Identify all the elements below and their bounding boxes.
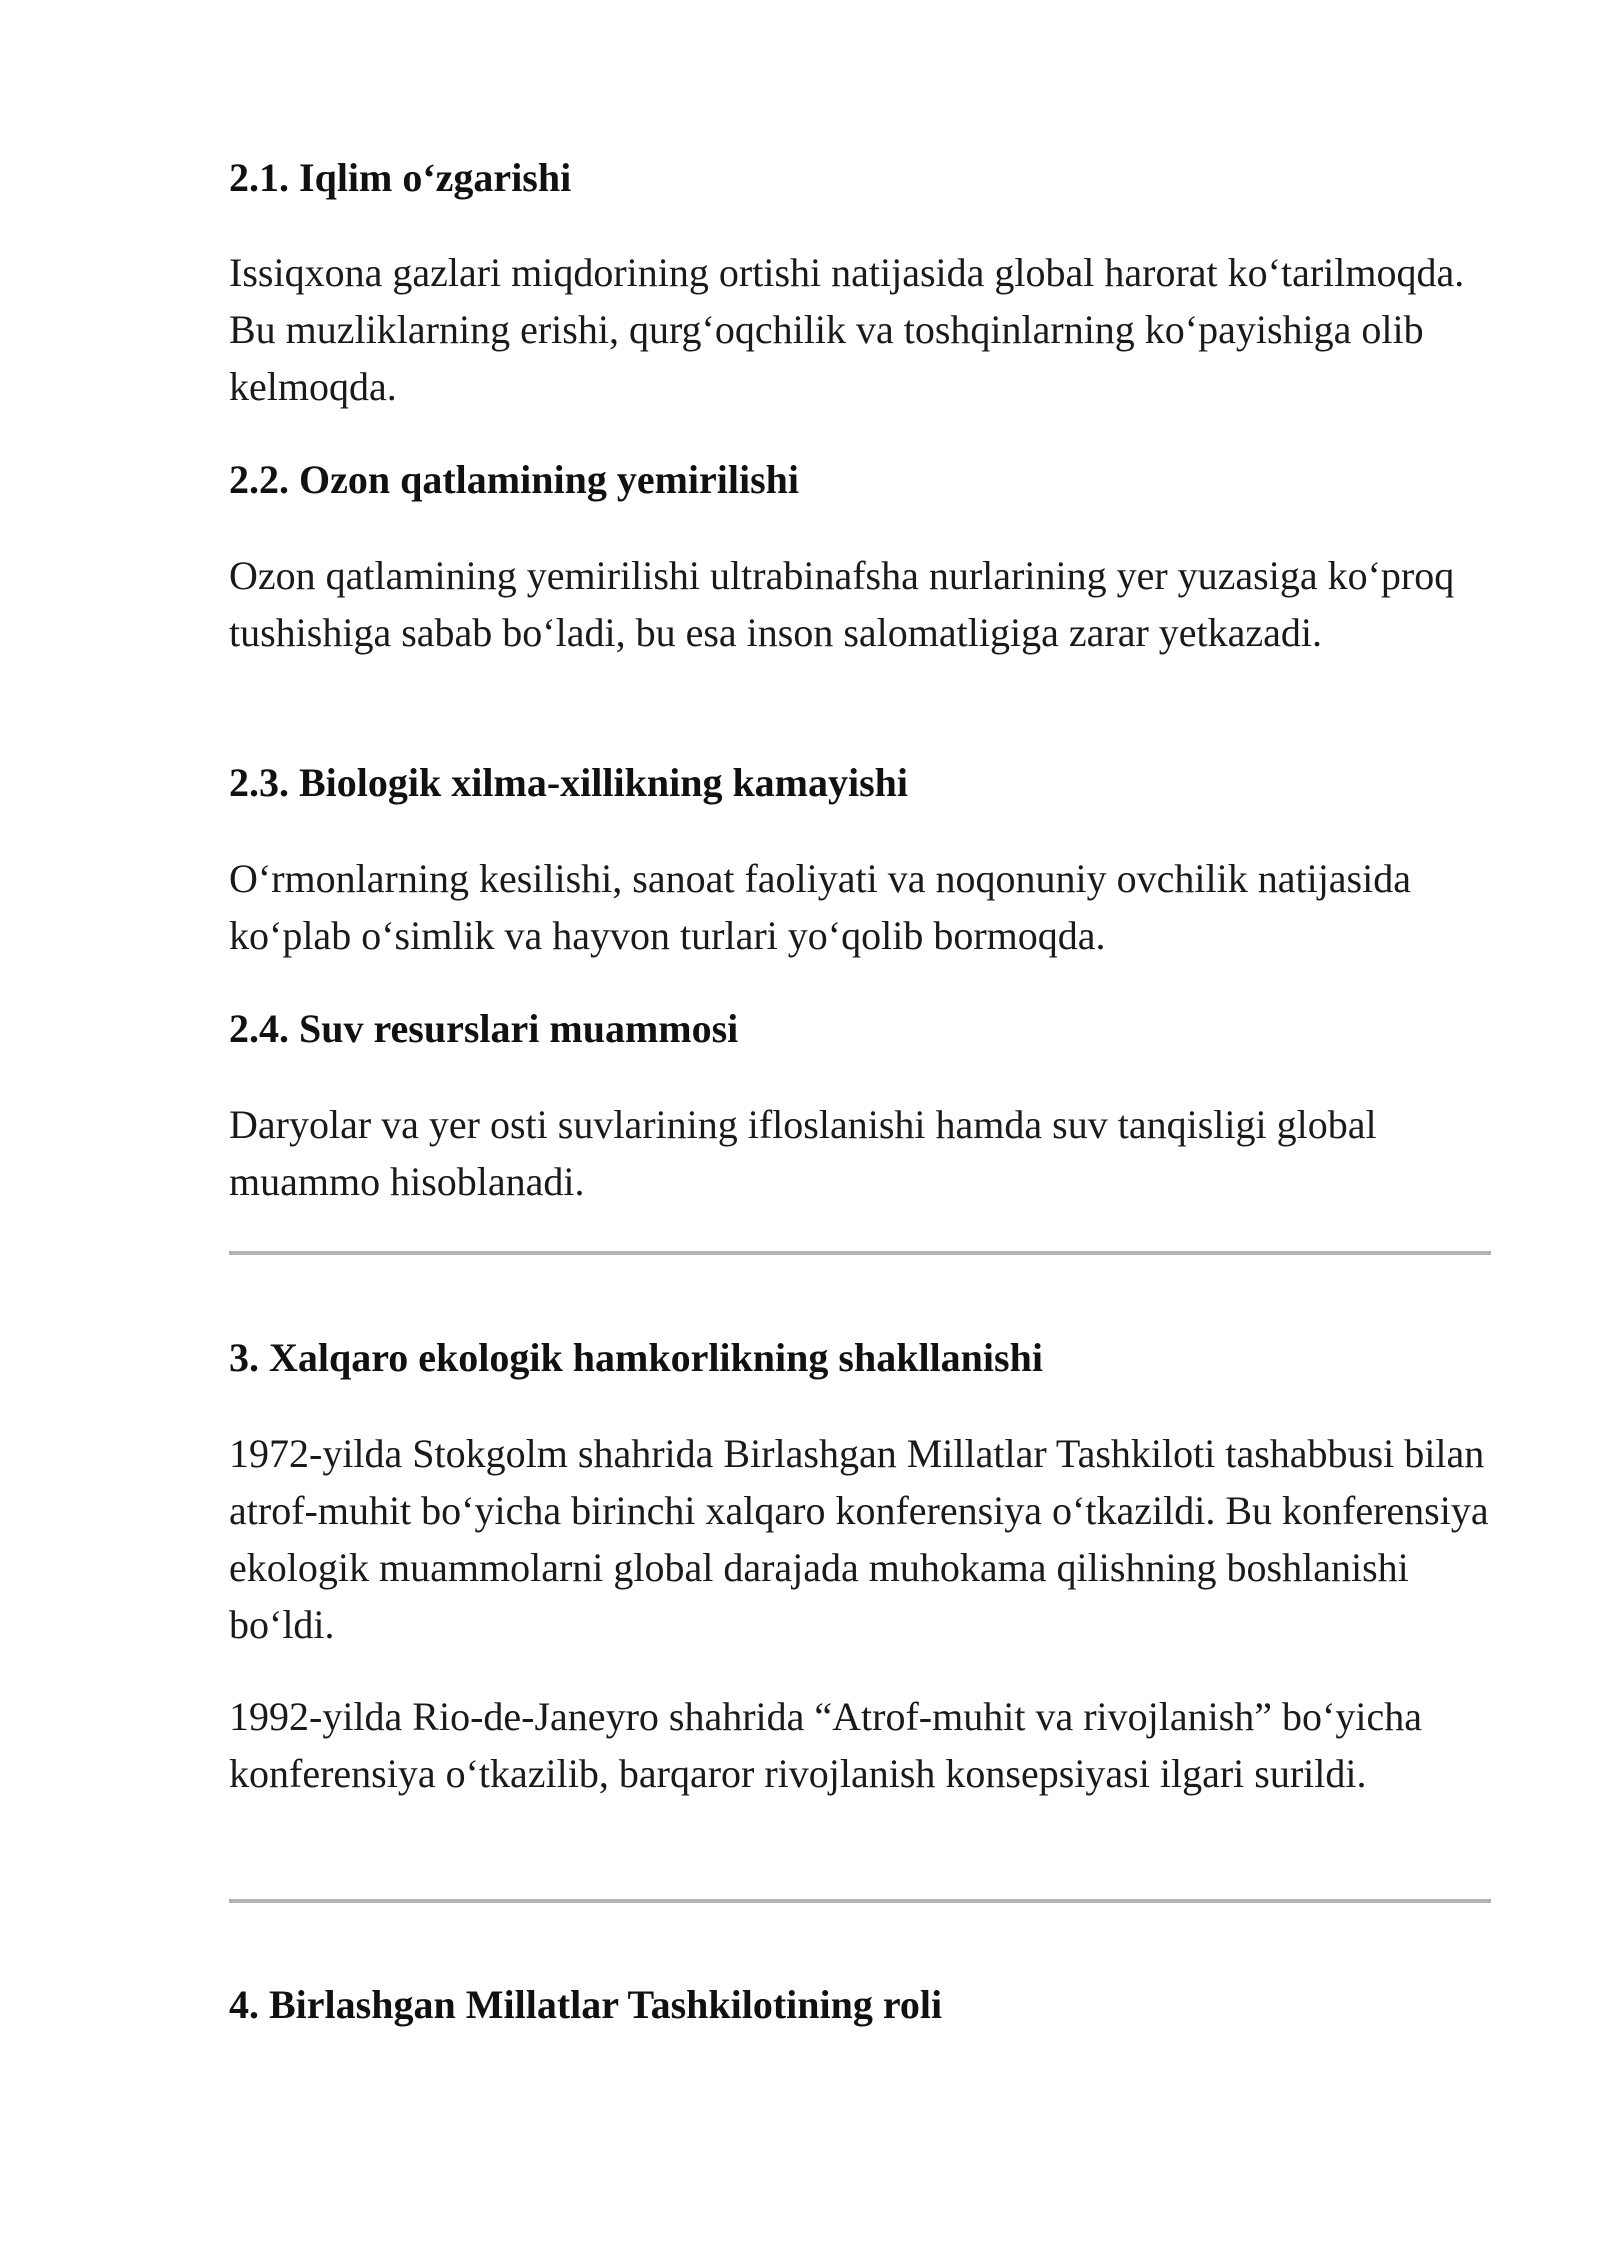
- section-paragraph-2-2: Ozon qatlamining yemirilishi ultrabinafsha nurlarining yer yuzasiga ko‘proq tushishiga sabab bo‘ladi, bu esa inson salomatligiga zarar yetkazadi.: [229, 553, 1455, 655]
- section-paragraph-3-a: 1972-yilda Stokgolm shahrida Birlashgan Millatlar Tashkiloti tashabbusi bilan atrof-muhit bo‘yicha birinchi xalqaro konferensiya o‘tkazildi. Bu konferensiya ekologik muammolarni global darajada muhokama qilishning boshlanishi bo‘ldi.: [229, 1431, 1489, 1647]
- section-heading-2-4: 2.4. Suv resurslari muammosi: [229, 1006, 739, 1051]
- section-heading-4: 4. Birlashgan Millatlar Tashkilotining roli: [229, 1982, 943, 2027]
- section-divider: [229, 1251, 1491, 1255]
- section-divider: [229, 1899, 1491, 1903]
- section-paragraph-2-4: Daryolar va yer osti suvlarining ifloslanishi hamda suv tanqisligi global muammo hisoblanadi.: [229, 1102, 1377, 1204]
- section-heading-2-1: 2.1. Iqlim o‘zgarishi: [229, 155, 572, 200]
- section-paragraph-2-1: Issiqxona gazlari miqdorining ortishi natijasida global harorat ko‘tarilmoqda. Bu muzliklarning erishi, qurg‘oqchilik va toshqinlarning ko‘payishiga olib kelmoqda.: [229, 250, 1465, 409]
- section-heading-2-2: 2.2. Ozon qatlamining yemirilishi: [229, 457, 800, 502]
- section-heading-2-3: 2.3. Biologik xilma-xillikning kamayishi: [229, 760, 909, 805]
- section-paragraph-3-b: 1992-yilda Rio-de-Janeyro shahrida “Atrof-muhit va rivojlanish” bo‘yicha konferensiya o‘tkazilib, barqaror rivojlanish konsepsiyasi ilgari surildi.: [229, 1694, 1422, 1796]
- section-paragraph-2-3: O‘rmonlarning kesilishi, sanoat faoliyati va noqonuniy ovchilik natijasida ko‘plab o‘simlik va hayvon turlari yo‘qolib bormoqda.: [229, 856, 1411, 958]
- section-heading-3: 3. Xalqaro ekologik hamkorlikning shakllanishi: [229, 1335, 1043, 1380]
